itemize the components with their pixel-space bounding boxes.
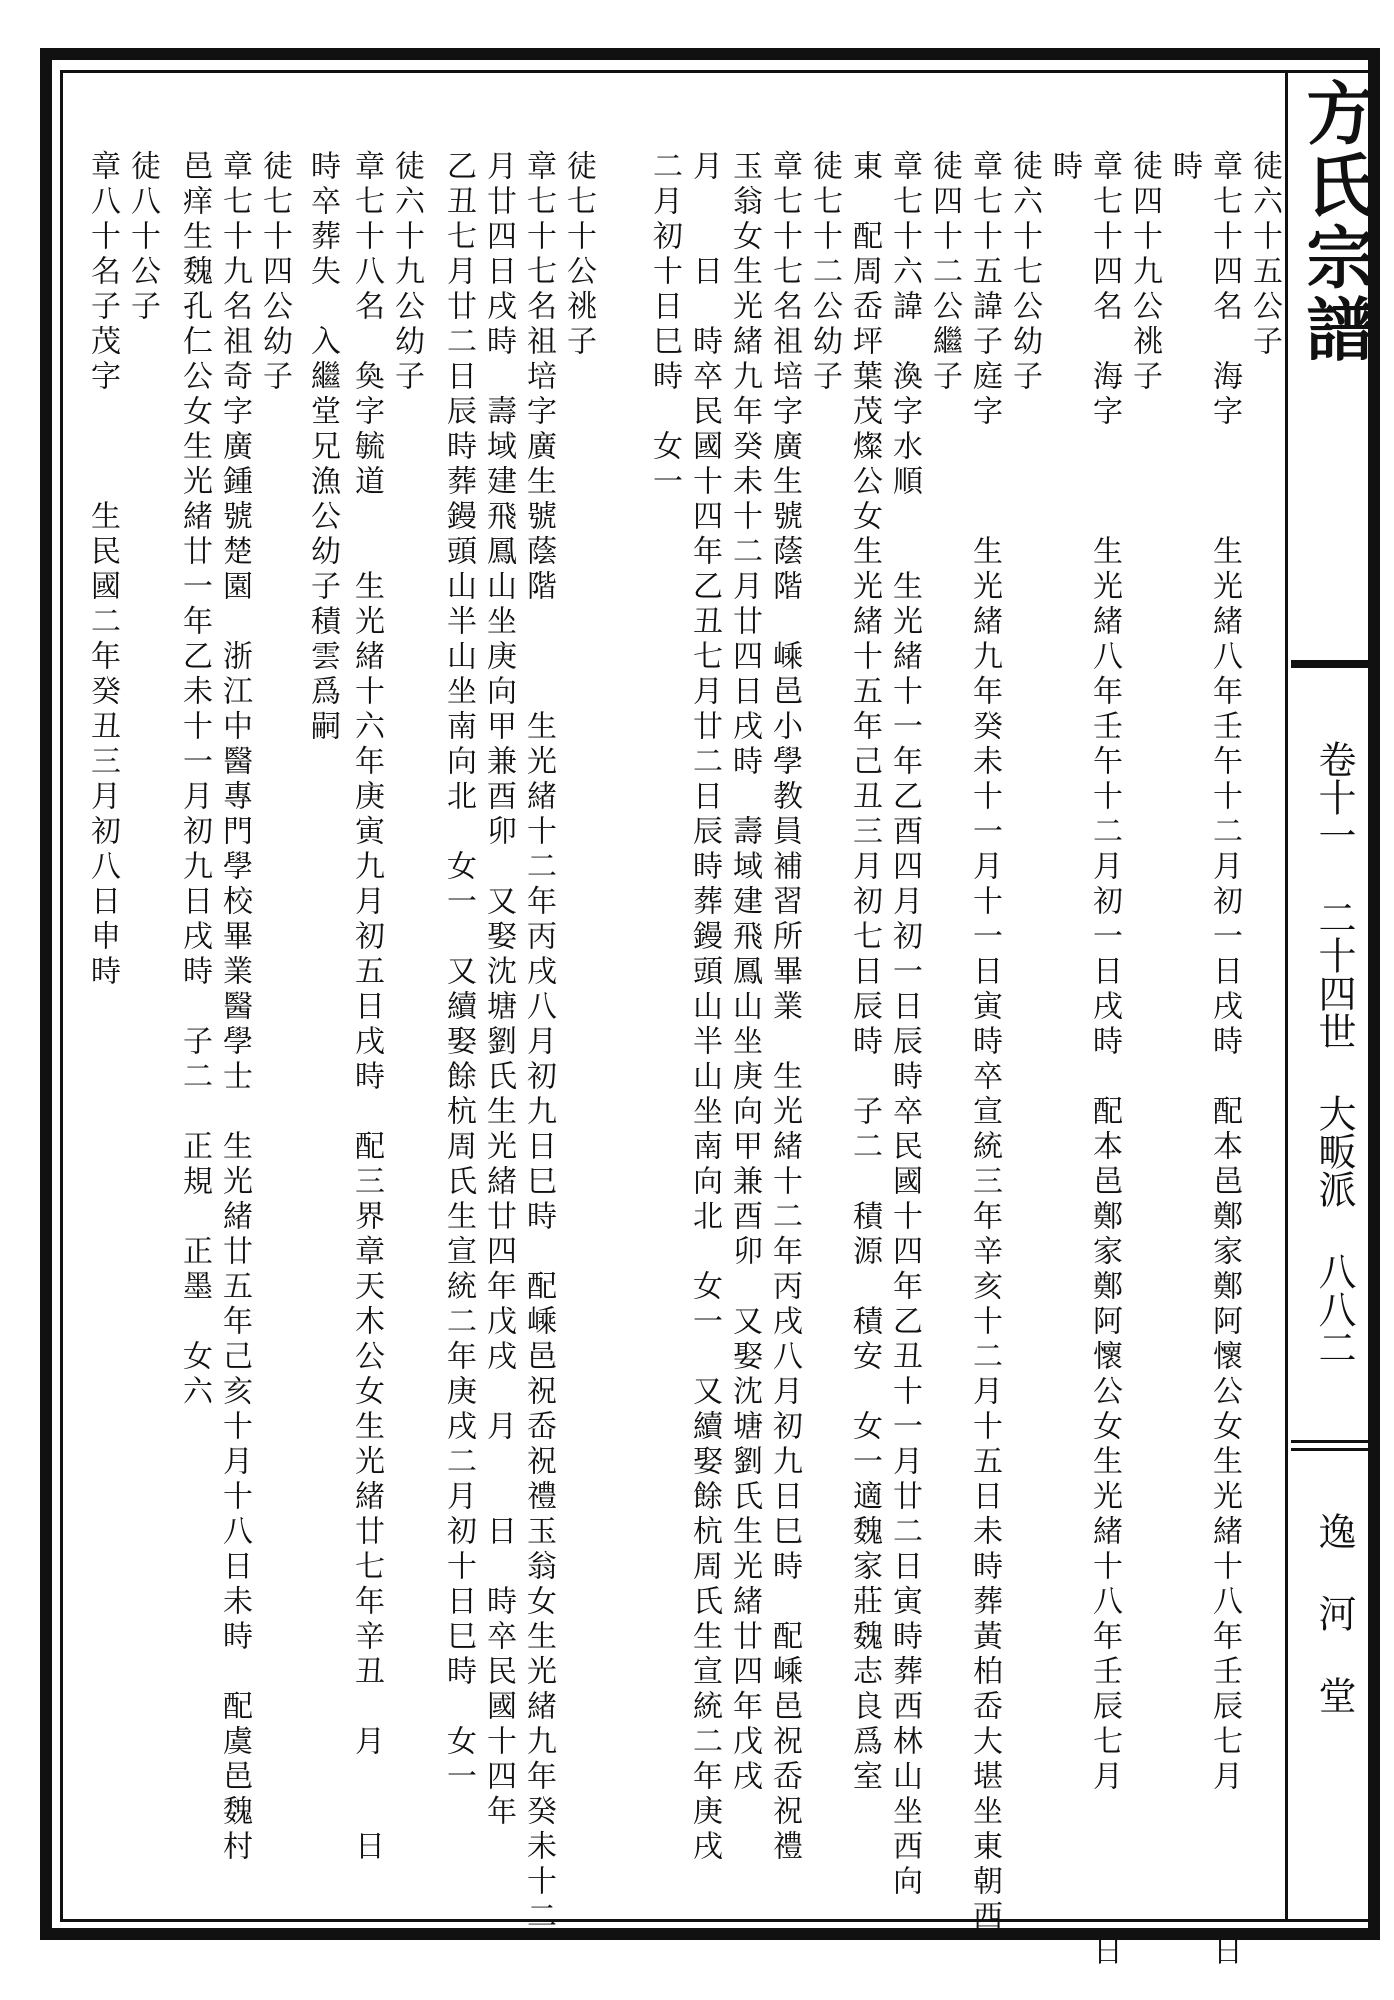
genealogy-column: 徒七十公祧子 [561,150,596,360]
genealogy-column: 徒七十四公幼子 [257,150,292,395]
genealogy-column: 章七十九名祖奇字廣鍾號楚園 浙江中醫專門學校畢業醫學士 生光緒廿五年己亥十月十八日未時 配虞邑魏村 [217,150,252,1865]
genealogy-column: 徒四十二公繼子 [927,150,962,395]
genealogy-column: 章七十七名祖培字廣生號蔭階 嵊邑小學教員補習所畢業 生光緒十二年丙戌八月初九日巳時 配嵊邑祝岙祝禮 [767,150,802,1865]
genealogy-column: 二月初十日巳時 女一 [647,150,682,500]
genealogy-column: 章七十七名祖培字廣生號蔭階 生光緒十二年丙戌八月初九日巳時 配嵊邑祝岙祝禮玉翁女生光緒九年癸未十二 [521,150,556,1935]
genealogy-column: 時 [1167,150,1202,185]
genealogy-column: 章七十四名 海字 生光緒八年壬午十二月初一日戌時 配本邑鄭家鄭阿懷公女生光緒十八年壬辰七月 日 [1087,150,1122,1970]
genealogy-column: 時 [1047,150,1082,185]
fish-tail-divider [1291,660,1377,668]
divider-line [1291,1448,1377,1451]
genealogy-column: 章七十四名 海字 生光緒八年壬午十二月初一日戌時 配本邑鄭家鄭阿懷公女生光緒十八年壬辰七月 日 [1207,150,1242,1970]
genealogy-column: 徒六十九公幼子 [389,150,424,395]
genealogy-column: 徒六十七公幼子 [1007,150,1042,395]
genealogy-column: 徒六十五公子 [1247,150,1282,360]
genealogy-column: 玉翁女生光緒九年癸未十二月廿四日戌時 壽域建飛鳳山坐庚向甲兼酉卯 又娶沈塘劉氏生光緒廿四年戊戌 [727,150,762,1795]
divider-line [1291,1440,1377,1443]
genealogy-column: 章七十五諱子庭字 生光緒九年癸未十一月十一日寅時卒宣統三年辛亥十二月十五日未時葬黃柏岙大堪坐東朝西 [967,150,1002,1935]
genealogy-column: 章七十六諱 渙字水順 生光緒十一年乙酉四月初一日辰時卒民國十四年乙丑十一月廿二日寅時葬西林山坐西向 [887,150,922,1900]
genealogy-column: 邑痒生魏孔仁公女生光緒廿一年乙未十一月初九日戌時 子二 正規 正墨 女六 [177,150,212,1410]
genealogy-column: 徒七十二公幼子 [807,150,842,395]
genealogy-column: 月 日 時卒民國十四年乙丑七月廿二日辰時葬鏝頭山半山坐南向北 女一 又續娶餘杭周氏生宣統二年庚戌 [687,150,722,1865]
genealogy-column: 章七十八名 奐字毓道 生光緒十六年庚寅九月初五日戌時 配三界章天木公女生光緒廿七年辛丑 月 日 [349,150,384,1865]
genealogy-column: 徒四十九公祧子 [1127,150,1162,395]
genealogy-column: 章八十名子茂字 生民國二年癸丑三月初八日申時 [85,150,120,990]
genealogy-column: 時卒葬失 入繼堂兄漁公幼子積雲爲嗣 [305,150,340,745]
genealogy-column: 東 配周岙坪葉茂燦公女生光緒十五年己丑三月初七日辰時 子二 積源 積安 女一適魏家莊魏志良爲室 [847,150,882,1795]
genealogy-column: 乙丑七月廿二日辰時葬鏝頭山半山坐南向北 女一 又續娶餘杭周氏生宣統二年庚戌二月初十日巳時 女一 [441,150,476,1795]
volume-info: 卷十一 二十四世 大畈派 八八二 [1312,740,1356,1366]
book-title: 方氏宗譜 [1295,78,1375,366]
genealogy-column: 月廿四日戌時 壽域建飛鳳山坐庚向甲兼酉卯 又娶沈塘劉氏生光緒廿四年戊戌 月 日 時卒民國十四年 [481,150,516,1830]
genealogy-column: 徒八十公子 [125,150,160,325]
hall-name: 逸 河 堂 [1312,1512,1356,1714]
